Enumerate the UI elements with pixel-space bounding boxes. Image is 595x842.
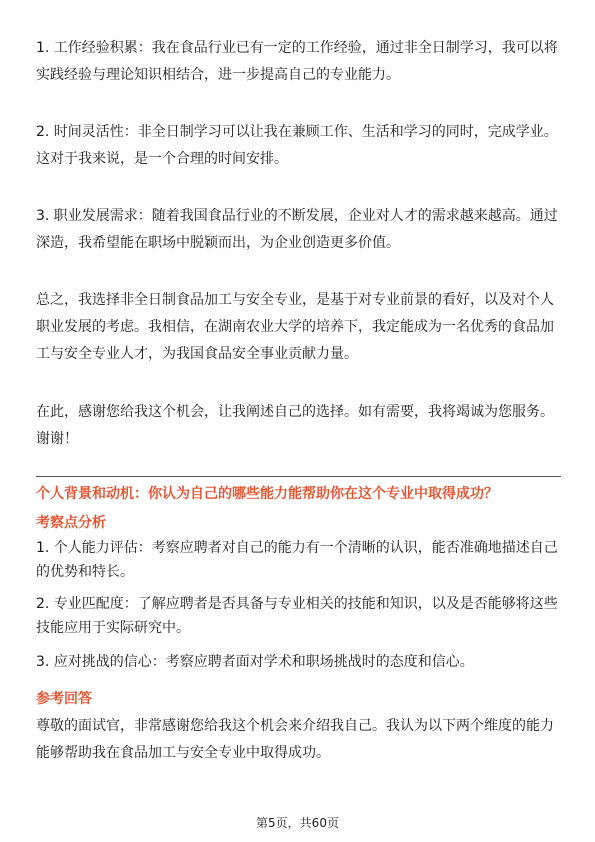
paragraph-career-development: 3. 职业发展需求：随着我国食品行业的不断发展，企业对人才的需求越来越高。通过深造，我希望能在职场中脱颖而出，为企业创造更多价值。 bbox=[36, 208, 558, 251]
analysis-item-1: 1. 个人能力评估：考察应聘者对自己的能力有一个清晰的认识，能否准确地描述自己的优势和特长。 bbox=[36, 540, 558, 580]
section-divider bbox=[36, 476, 561, 477]
analysis-title: 考察点分析 bbox=[36, 515, 106, 531]
paragraph-time-flexibility: 2. 时间灵活性：非全日制学习可以让我在兼顾工作、生活和学习的同时，完成学业。这对于我来说，是一个合理的时间安排。 bbox=[36, 124, 558, 167]
answer-text: 尊敬的面试官，非常感谢您给我这个机会来介绍我自己。我认为以下两个维度的能力能够帮助我在食品加工与安全专业中取得成功。 bbox=[36, 718, 554, 761]
analysis-item-2: 2. 专业匹配度：了解应聘者是否具备与专业相关的技能和知识，以及是否能够将这些技能应用于实际研究中。 bbox=[36, 596, 558, 636]
paragraph-work-experience: 1. 工作经验积累：我在食品行业已有一定的工作经验，通过非全日制学习，我可以将实践经验与理论知识相结合，进一步提高自己的专业能力。 bbox=[36, 40, 558, 83]
paragraph-conclusion: 总之，我选择非全日制食品加工与安全专业，是基于对专业前景的看好，以及对个人职业发展的考虑。我相信，在湖南农业大学的培养下，我定能成为一名优秀的食品加工与安全专业人才，为我国食品安全事业贡献力量。 bbox=[36, 292, 554, 362]
answer-title: 参考回答 bbox=[36, 691, 92, 707]
page-number: 第5页，共60页 bbox=[256, 816, 339, 830]
analysis-item-3: 3. 应对挑战的信心：考察应聘者面对学术和职场挑战时的态度和信心。 bbox=[36, 654, 474, 670]
interview-question: 个人背景和动机：你认为自己的哪些能力能帮助你在这个专业中取得成功？ bbox=[36, 486, 498, 502]
paragraph-thanks: 在此，感谢您给我这个机会，让我阐述自己的选择。如有需要，我将竭诚为您服务。谢谢！ bbox=[36, 404, 554, 447]
